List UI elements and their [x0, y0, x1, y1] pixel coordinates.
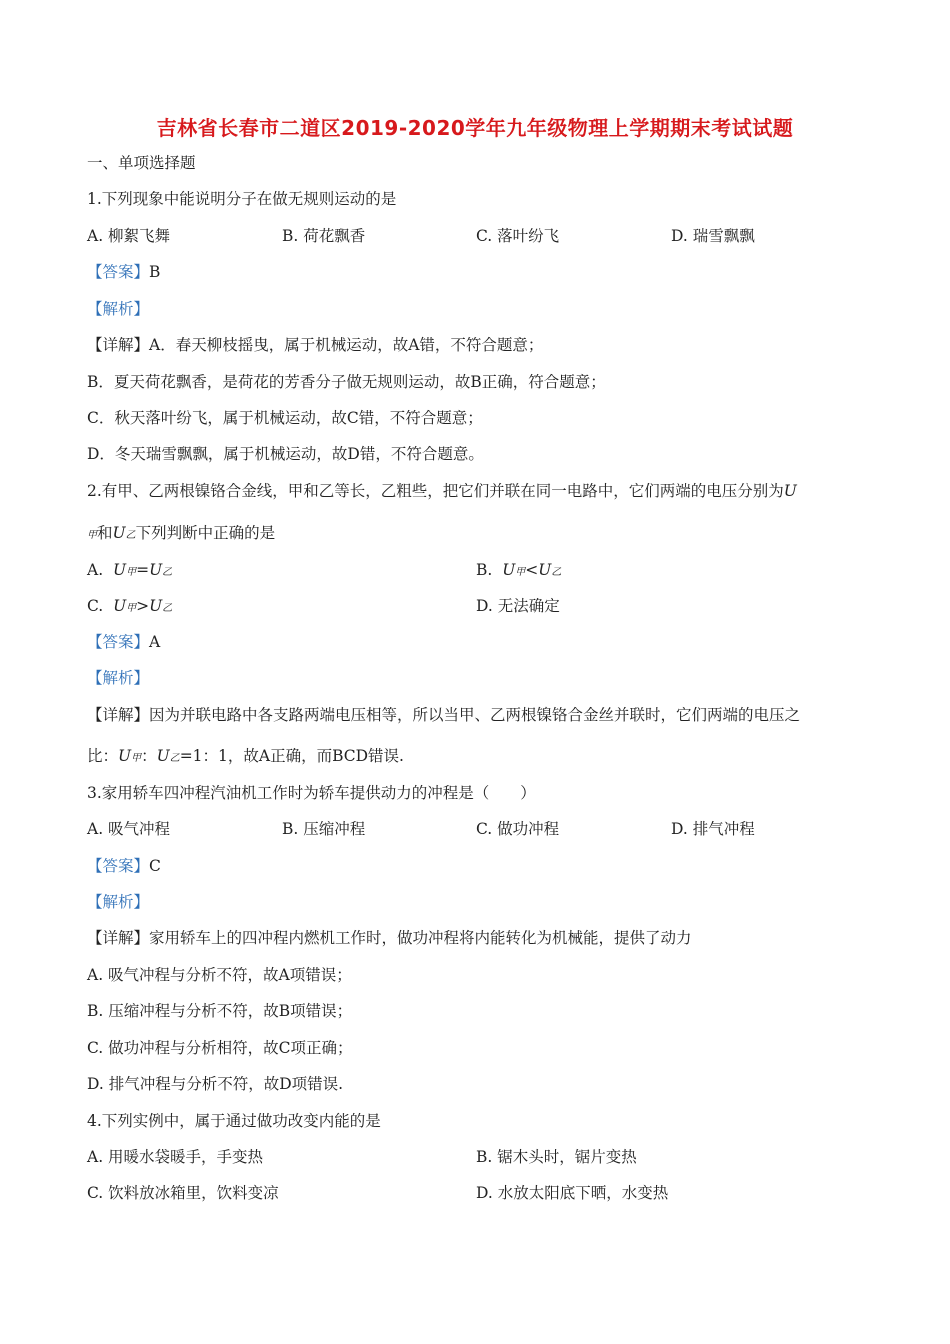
- sub-jia: 甲: [126, 567, 137, 578]
- sub-yi: 乙: [169, 753, 180, 764]
- var-u: U: [112, 561, 127, 579]
- relation: <: [525, 561, 539, 579]
- sub-jia: 甲: [87, 530, 97, 541]
- var-u: U: [149, 561, 163, 579]
- option-prefix: C.: [87, 597, 104, 615]
- q1-option-b: B. 荷花飘香: [282, 227, 366, 245]
- option-prefix: B.: [476, 561, 493, 579]
- stem-text: 下列判断中正确的是: [135, 524, 276, 542]
- q2-stem-line1: [87, 480, 797, 502]
- relation: >: [136, 597, 150, 615]
- colon: ：: [141, 747, 157, 765]
- q4-option-d: D. 水放太阳底下晒，水变热: [476, 1184, 669, 1202]
- var-u: U: [112, 524, 126, 542]
- detail-text: 家用轿车上的四冲程内燃机工作时，做功冲程将内能转化为机械能，提供了动力: [149, 929, 692, 947]
- answer-label: 【答案】: [87, 857, 150, 875]
- answer-value: A: [149, 633, 161, 651]
- q4-option-c: C. 饮料放冰箱里，饮料变凉: [87, 1184, 279, 1202]
- sub-jia: 甲: [515, 567, 526, 578]
- q3-detail-2: A. 吸气冲程与分析不符，故A项错误；: [87, 966, 352, 984]
- option-prefix: A.: [87, 561, 104, 579]
- var-u: U: [783, 482, 797, 500]
- q4-option-a: A. 用暖水袋暖手，手变热: [87, 1148, 264, 1166]
- q2-analysis-label: 【解析】: [87, 669, 150, 687]
- q1-answer: [87, 261, 160, 283]
- q1-detail-3: C．秋天落叶纷飞，属于机械运动，故C错，不符合题意；: [87, 409, 483, 427]
- detail-label: 【详解】: [87, 706, 150, 724]
- detail-label: 【详解】: [87, 336, 150, 354]
- stem-text: 2.有甲、乙两根镍铬合金线，甲和乙等长，乙粗些，把它们并联在同一电路中，它们两端的电压分别为: [87, 482, 784, 500]
- sub-jia: 甲: [126, 603, 137, 614]
- q2-option-d: D. 无法确定: [476, 597, 560, 615]
- q3-option-b: B. 压缩冲程: [282, 820, 366, 838]
- q4-option-b: B. 锯木头时，锯片变热: [476, 1148, 637, 1166]
- var-u: U: [156, 747, 170, 765]
- q2-option-a: [87, 559, 172, 584]
- answer-value: B: [149, 263, 161, 281]
- detail-text: 比：: [87, 747, 119, 765]
- q3-detail-5: D. 排气冲程与分析不符，故D项错误.: [87, 1075, 344, 1093]
- var-u: U: [118, 747, 132, 765]
- var-u: U: [538, 561, 552, 579]
- sub-jia: 甲: [131, 753, 142, 764]
- q3-detail-4: C. 做功冲程与分析相符，故C项正确；: [87, 1039, 353, 1057]
- q1-detail-2: B．夏天荷花飘香，是荷花的芳香分子做无规则运动，故B正确，符合题意；: [87, 373, 606, 391]
- q2-option-c: [87, 595, 172, 620]
- detail-text: 因为并联电路中各支路两端电压相等，所以当甲、乙两根镍铬合金丝并联时，它们两端的电压之: [149, 706, 801, 724]
- var-u: U: [149, 597, 163, 615]
- q1-detail-4: D．冬天瑞雪飘飘，属于机械运动，故D错，不符合题意。: [87, 445, 484, 463]
- q1-stem: 1.下列现象中能说明分子在做无规则运动的是: [87, 190, 397, 208]
- section-heading: 一、单项选择题: [87, 154, 196, 172]
- q3-option-c: C. 做功冲程: [476, 820, 560, 838]
- relation: =: [136, 561, 150, 579]
- q3-detail-3: B. 压缩冲程与分析不符，故B项错误；: [87, 1002, 353, 1020]
- sub-yi: 乙: [162, 603, 173, 614]
- sub-yi: 乙: [551, 567, 562, 578]
- var-u: U: [113, 597, 127, 615]
- var-u: U: [502, 561, 516, 579]
- q2-answer: [87, 631, 160, 653]
- q3-stem: 3.家用轿车四冲程汽油机工作时为轿车提供动力的冲程是（ ）: [87, 784, 536, 802]
- answer-label: 【答案】: [87, 263, 150, 281]
- q1-option-c: C. 落叶纷飞: [476, 227, 560, 245]
- detail-text: A．春天柳枝摇曳，属于机械运动，故A错，不符合题意；: [149, 336, 544, 354]
- sub-yi: 乙: [125, 530, 136, 541]
- q3-analysis-label: 【解析】: [87, 893, 150, 911]
- q3-answer: [87, 855, 161, 877]
- q3-option-d: D. 排气冲程: [671, 820, 755, 838]
- page-title: 吉林省长春市二道区2019-2020学年九年级物理上学期期末考试试题: [156, 116, 794, 140]
- q2-detail-2: [87, 745, 404, 770]
- detail-label: 【详解】: [87, 929, 150, 947]
- stem-text: 和: [97, 524, 113, 542]
- q3-option-a: A. 吸气冲程: [87, 820, 171, 838]
- answer-label: 【答案】: [87, 633, 150, 651]
- q2-option-b: [476, 559, 561, 584]
- q1-option-d: D. 瑞雪飘飘: [671, 227, 755, 245]
- q4-stem: 4.下列实例中，属于通过做功改变内能的是: [87, 1112, 381, 1130]
- detail-text: =1：1，故A正确，而BCD错误.: [179, 747, 404, 765]
- q3-detail-1: [87, 927, 692, 949]
- q2-detail-1: [87, 704, 800, 726]
- sub-yi: 乙: [162, 567, 173, 578]
- q1-detail-1: [87, 334, 543, 356]
- answer-value: C: [149, 857, 161, 875]
- q1-option-a: A. 柳絮飞舞: [87, 227, 171, 245]
- q1-analysis-label: 【解析】: [87, 300, 150, 318]
- q2-stem-line2: [87, 522, 275, 547]
